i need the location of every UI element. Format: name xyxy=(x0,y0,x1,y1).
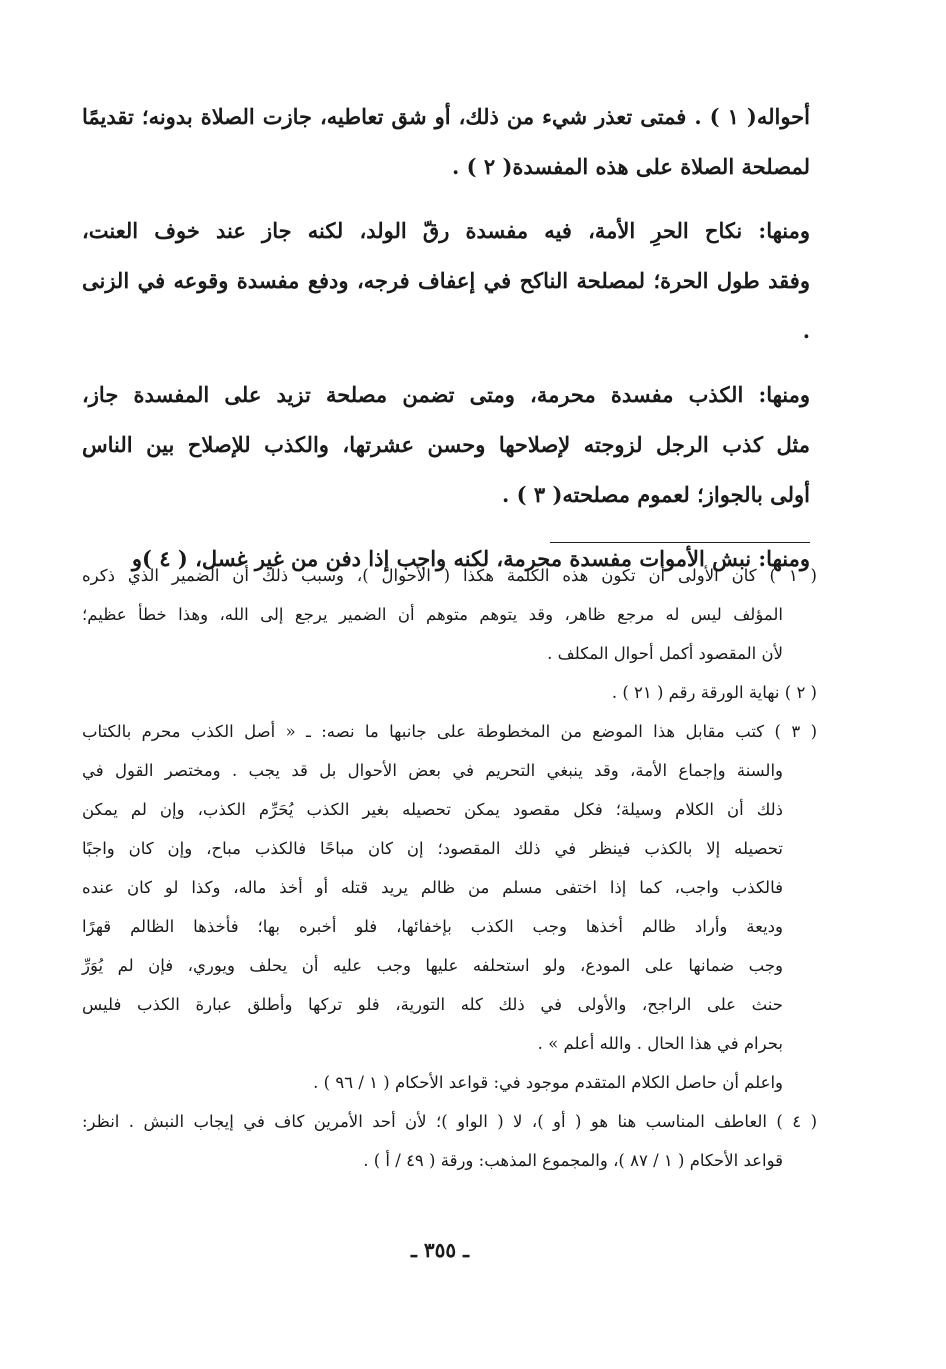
footnote-line: ( ١ ) كان الأولى أن تكون هذه الكلمة هكذا ( الأحوال )، وسبب ذلك أن الضمير الذي ذكره xyxy=(82,566,817,585)
footnote-line: لأن المقصود أكمل أحوال المكلف . xyxy=(547,644,783,663)
footnote-line: قواعد الأحكام ( ١ / ٨٧ )، والمجموع المذهب: ورقة ( ٤٩ / أ ) . xyxy=(363,1151,783,1170)
footnote-1 xyxy=(82,556,817,673)
paragraph-3 xyxy=(82,370,810,520)
paragraph-2 xyxy=(82,206,810,356)
footnote-line: بحرام في هذا الحال . والله أعلم » . xyxy=(537,1034,783,1053)
text-line: لمصلحة الصلاة على هذه المفسدة( ٢ ) . xyxy=(452,154,810,179)
footnote-2 xyxy=(82,673,817,712)
footnote-line: واعلم أن حاصل الكلام المتقدم موجود في: قواعد الأحكام ( ١ / ٩٦ ) . xyxy=(313,1073,783,1092)
main-text xyxy=(82,92,810,598)
text-line: وفقد طول الحرة؛ لمصلحة الناكح في إعفاف فرجه، ودفع مفسدة وقوعه في الزنى . xyxy=(82,268,810,343)
text-line: مثل كذب الرجل لزوجته لإصلاحها وحسن عشرتها، والكذب للإصلاح بين الناس xyxy=(82,432,810,457)
footnote-line: تحصيله إلا بالكذب فينظر في ذلك المقصود؛ إن كان مباحًا فالكذب مباح، وإن كان واجبًا xyxy=(82,839,783,858)
footnote-4 xyxy=(82,1102,817,1180)
paragraph-1 xyxy=(82,92,810,192)
text-line: أحواله( ١ ) . فمتى تعذر شيء من ذلك، أو شق تعاطيه، جازت الصلاة بدونه؛ تقديمًا xyxy=(82,104,811,129)
footnotes xyxy=(82,556,817,1180)
footnote-line: ذلك أن الكلام وسيلة؛ فكل مقصود يمكن تحصيله بغير الكذب يُحَرِّم الكذب، وإن لم يمكن xyxy=(82,800,783,819)
footnote-line: وجب ضمانها على المودع، ولو استحلفه عليها وجب عليه أن يحلف ويوري، فإن لم يُوَرِّ xyxy=(82,956,783,975)
footnote-separator xyxy=(550,542,810,543)
footnote-line: ( ٤ ) العاطف المناسب هنا هو ( أو )، لا ( الواو )؛ لأن أحد الأمرين كاف في إيجاب النبش . انظر: xyxy=(82,1112,818,1131)
footnote-line: حنث على الراجح، والأولى في ذلك كله التورية، فلو تركها وأطلق عبارة الكذب فليس xyxy=(82,995,783,1014)
footnote-line: ( ٣ ) كتب مقابل هذا الموضع من المخطوطة على جانبها ما نصه: ـ « أصل الكذب محرم بالكتاب xyxy=(82,722,818,741)
footnote-line: والسنة وإجماع الأمة، وقد ينبغي التحريم في بعض الأحوال بل قد يجب . ومختصر القول في xyxy=(82,761,783,780)
text-line: ومنها: الكذب مفسدة محرمة، ومتى تضمن مصلحة تزيد على المفسدة جاز، xyxy=(82,382,810,407)
footnote-line: المؤلف ليس له مرجع ظاهر، وقد يتوهم متوهم أن الضمير يرجع إلى الله، وهذا خطأ عظيم؛ xyxy=(82,605,783,624)
footnote-line: ( ٢ ) نهاية الورقة رقم ( ٢١ ) . xyxy=(611,683,817,702)
footnote-line: وديعة وأراد ظالم أخذها وجب الكذب بإخفائها، فلو أخبره بها؛ فأخذها الظالم قهرًا xyxy=(82,917,783,936)
page-number: ـ ٣٥٥ ـ xyxy=(411,1238,469,1262)
text-line: ومنها: نبش الأموات مفسدة محرمة، لكنه واجب إذا دفن من غير غسل، ( ٤ )و xyxy=(131,546,810,571)
footnote-line: فالكذب واجب، كما إذا اختفى مسلم من ظالم يريد قتله أو أخذ ماله، وكذا لو كان عنده xyxy=(82,878,783,897)
footnote-3 xyxy=(82,712,817,1102)
text-line: أولى بالجواز؛ لعموم مصلحته( ٣ ) . xyxy=(502,482,810,507)
text-line: ومنها: نكاح الحرِ الأمة، فيه مفسدة رقّ الولد، لكنه جاز عند خوف العنت، xyxy=(82,218,810,243)
